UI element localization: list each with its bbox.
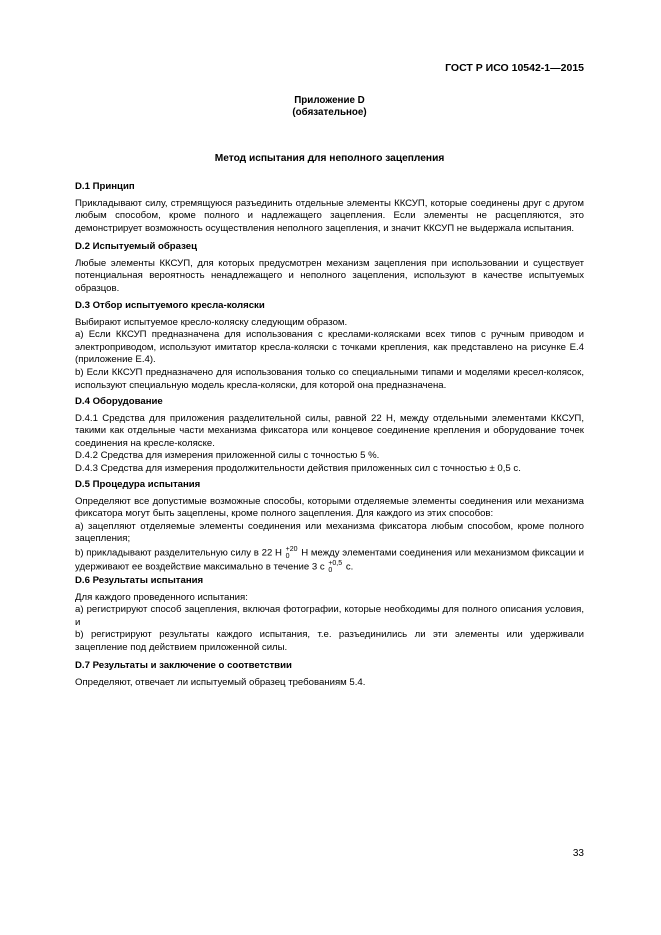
page-number: 33 bbox=[572, 848, 584, 859]
section-d6 bbox=[75, 575, 584, 655]
document-page bbox=[75, 0, 584, 935]
list-item: b) Если ККСУП предназначено для использования только со специальными типами и моделями кресел-колясок, используют специальную модель кресла-коляски, для которой она предназначена. bbox=[75, 366, 584, 391]
section-heading: D.2 Испытуемый образец bbox=[75, 241, 197, 252]
section-heading: D.5 Процедура испытания bbox=[75, 479, 201, 490]
tolerance-upper: +20 bbox=[285, 545, 298, 553]
section-heading: D.6 Результаты испытания bbox=[75, 575, 204, 586]
section-d4 bbox=[75, 396, 584, 476]
list-item: a) зацепляют отделяемые элементы соединения или механизма фиксатора любым способом, кроме полного зацепления; bbox=[75, 520, 584, 545]
section-d7 bbox=[75, 660, 584, 689]
paragraph: Определяют все допустимые возможные способы, которыми отделяемые элементы соединения или механизма фиксатора могут быть зацеплены, кроме полного зацепления. Для каждого из этих способов: bbox=[75, 495, 584, 520]
list-item bbox=[75, 546, 584, 574]
tolerance-lower: 0 bbox=[328, 567, 333, 575]
section-heading: D.4 Оборудование bbox=[75, 396, 163, 407]
paragraph: Для каждого проведенного испытания: bbox=[75, 591, 248, 603]
list-item: b) регистрируют результаты каждого испытания, т.е. разъединились ли эти элементы или удерживали зацепление под действием приложенной силы. bbox=[75, 629, 584, 653]
tolerance-upper: +0,5 bbox=[328, 560, 343, 568]
paragraph: Прикладывают силу, стремящуюся разъединить отдельные элементы ККСУП, которые соединены друг с другом любым способом, кроме полного и надлежащего зацепления. Если элементы не расцепляются, это демонстрирует возможность осуществления неполного зацепления, и значит ККСУП не выдержала испытания. bbox=[75, 197, 584, 234]
appendix-status: (обязательное) bbox=[292, 107, 367, 118]
text-fragment: с. bbox=[345, 561, 354, 573]
paragraph: Выбирают испытуемое кресло-коляску следующим образом. bbox=[75, 316, 348, 328]
section-d2 bbox=[75, 241, 584, 295]
list-item: a) регистрируют способ зацепления, включая фотографии, которые необходимы для полного описания условия, и bbox=[75, 604, 584, 628]
section-heading: D.7 Результаты и заключение о соответствии bbox=[75, 660, 292, 671]
section-d1 bbox=[75, 181, 584, 235]
list-item: D.4.2 Средства для измерения приложенной силы с точностью 5 %. bbox=[75, 450, 380, 462]
section-heading: D.1 Принцип bbox=[75, 181, 135, 192]
section-d5 bbox=[75, 479, 584, 574]
text-fragment: Н между элементами соединения или механизмом фиксации и удерживают ее воздействие максимально в течение 3 с bbox=[75, 547, 585, 573]
standard-number: ГОСТ Р ИСО 10542-1—2015 bbox=[445, 62, 584, 74]
list-item: D.4.1 Средства для приложения разделительной силы, равной 22 Н, между отдельными элементами ККСУП, такими как отдельные части механизма фиксатора или концевое соединение крепления и оборудование точек соединения на кресле-коляске. bbox=[75, 412, 584, 449]
page-title: Метод испытания для неполного зацепления bbox=[214, 153, 445, 164]
appendix-title: Приложение D bbox=[294, 95, 365, 106]
paragraph: Любые элементы ККСУП, для которых предусмотрен механизм зацепления при использовании и существует потенциальная вероятность ненадлежащего и неполного зацепления, используют в качестве испытуемых образцов. bbox=[75, 257, 584, 294]
paragraph: Определяют, отвечает ли испытуемый образец требованиям 5.4. bbox=[75, 676, 366, 688]
tolerance-lower: 0 bbox=[285, 552, 290, 560]
list-item: a) Если ККСУП предназначена для использования с креслами-колясками всех типов с ручным приводом и электроприводом, используют имитатор кресла-коляски с точками крепления, как представлено на рисунке E.4 (приложение E.4). bbox=[75, 329, 584, 366]
text-fragment: b) прикладывают разделительную силу в 22 Н bbox=[75, 547, 282, 559]
tolerance bbox=[286, 546, 298, 560]
section-heading: D.3 Отбор испытуемого кресла-коляски bbox=[75, 300, 265, 311]
tolerance bbox=[328, 560, 342, 574]
list-item: D.4.3 Средства для измерения продолжительности действия приложенных сил с точностью ± 0,5 с. bbox=[75, 462, 521, 474]
section-d3 bbox=[75, 300, 584, 392]
